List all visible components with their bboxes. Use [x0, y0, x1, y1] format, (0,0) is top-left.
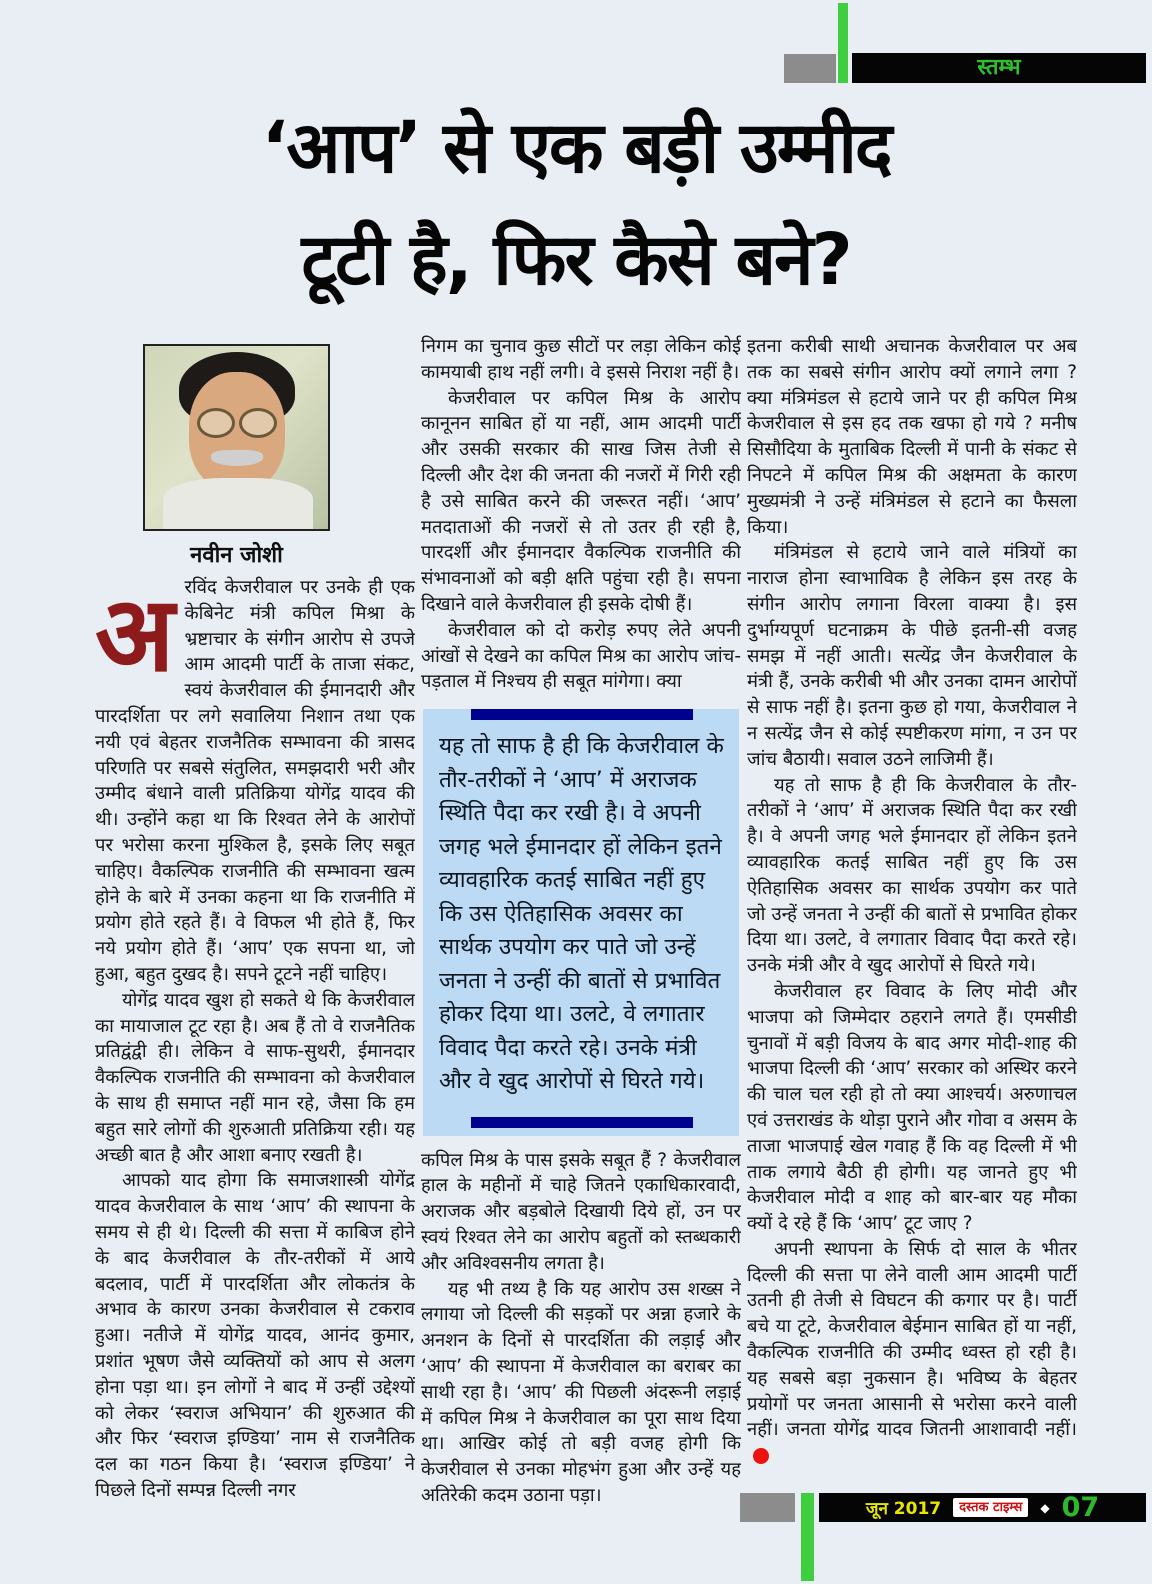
article-paragraph: यह तो साफ है ही कि केजरीवाल के तौर-तरीकों ने ‘आप’ में अराजक स्थिति पैदा कर रखी है। वे अपनी जगह भले ईमानदार हों लेकिन इतने व्यावहारिक कतई साबित नहीं हुए कि उस ऐतिहासिक अवसर का सार्थक उपयोग कर पाते जो उन्हें जनता ने उन्हीं की बातों से प्रभावित होकर दिया था। उलटे, वे लगातार विवाद पैदा करते रहे। उनके मंत्री और वे खुद आरोपों से घिरते गये। — [747, 774, 1077, 977]
author-name: नवीन जोशी — [190, 543, 283, 568]
pull-quote-text: यह तो साफ है ही कि केजरीवाल के तौर-तरीकों ने ‘आप’ में अराजक स्थिति पैदा कर रखी है। वे अपनी जगह भले ईमानदार हों लेकिन इतने व्यावहारिक कतई साबित नहीं हुए कि उस ऐतिहासिक अवसर का सार्थक उपयोग कर पाते जो उन्हें जनता ने उन्हीं की बातों से प्रभावित होकर दिया था। उलटे, वे लगातार विवाद पैदा करते रहे। उनके मंत्री और वे खुद आरोपों से घिरते गये। — [439, 733, 724, 1095]
issue-month: जून 2017 — [865, 1499, 942, 1519]
column-2 — [421, 334, 741, 1534]
paragraph-text: रविंद केजरीवाल पर उनके ही एक केबिनेट मंत्री कपिल मिश्रा के भ्रष्टाचार के संगीन आरोप से उपजे आम आदमी पार्टी के ताजा संकट, स्वयं केजरीवाल की ईमानदारी और पारदर्शिता पर लगे सवालिया निशान तथा एक नयी एवं बेहतर राजनैतिक सम्भावना की त्रासद परिणति पर सबसे संतुलित, समझदारी भरी और उम्मीद बंधाने वाली प्रतिक्रिया योगेंद्र यादव की थी। उन्होंने कहा था कि रिश्वत लेने के आरोपों पर भरोसा करना मुश्किल है, इसके लिए सबूत चाहिए। वैकल्पिक राजनीति की सम्भावना खत्म होने के बारे में उनका कहना था कि राजनीति में प्रयोग होते रहते हैं। वे विफल भी होते हैं, फिर नये प्रयोग होते हैं। ‘आप’ एक सपना था, जो हुआ, बहुत दुखद है। सपने टूटने नहीं चाहिए। — [95, 577, 415, 985]
article-body — [95, 334, 1077, 1534]
glasses-lens-right — [239, 408, 277, 438]
portrait-shirt — [163, 478, 313, 530]
gray-decor-box-footer — [740, 1493, 795, 1522]
column-1 — [95, 334, 415, 1534]
paragraph-text: अपनी स्थापना के सिर्फ दो साल के भीतर दिल्ली की सत्ता पा लेने वाली आम आदमी पार्टी उतनी ही तेजी से विघटन की कगार पर है। पार्टी बचे या टूटे, केजरीवाल बेईमान साबित हों या नहीं, वैकल्पिक राजनीति की उम्मीद ध्वस्त हो रही है। यह सबसे बड़ा नुकसान है। भविष्य के बेहतर प्रयोगों पर जनता आसानी से भरोसा करने वाली नहीं। जनता योगेंद्र यादव जितनी आशावादी नहीं। — [747, 1238, 1077, 1441]
green-accent-stripe-footer — [801, 1493, 814, 1581]
article-paragraph — [747, 1237, 1077, 1469]
section-label: स्तम्भ — [977, 55, 1021, 80]
quote-top-bar — [471, 709, 693, 720]
article-paragraph: केजरीवाल को दो करोड़ रुपए लेते अपनी आंखों से देखने का कपिल मिश्र का आरोप जांच-पड़ताल में निश्चय ही सबूत मांगेगा। क्या — [421, 619, 741, 693]
article-paragraph: केजरीवाल हर विवाद के लिए मोदी और भाजपा को जिम्मेदार ठहराने लगते हैं। एमसीडी चुनावों में बड़ी विजय के बाद अगर मोदी-शाह की भाजपा दिल्ली की ‘आप’ सरकार को अस्थिर करने की चाल चल रही हो तो क्या आश्चर्य। अरुणाचल एवं उत्तराखंड के थोड़ा पुराने और गोवा व असम के ताजा भाजपाई खेल गवाह हैं कि वह दिल्ली में भी ताक लगाये बैठी ही होगी। यह जानते हुए भी केजरीवाल मोदी व शाह को बार-बार यह मौका क्यों दे रहे हैं कि ‘आप’ टूट जाए ? — [747, 980, 1077, 1235]
section-header — [784, 53, 1146, 83]
article-paragraph: इतना करीबी साथी अचानक केजरीवाल पर अब तक का सबसे संगीन आरोप क्यों लगाने लगा ? क्या मंत्रिमंडल से हटाये जाने पर ही कपिल मिश्र केजरीवाल से इस हद तक खफा हो गये ? मनीष सिसौदिया के मुताबिक दिल्ली में पानी के संकट से निपटने में कपिल मिश्र की अक्षमता के कारण मुख्यमंत्री ने उन्हें मंत्रिमंडल से हटाने का फैसला किया। — [747, 336, 1077, 538]
article-paragraph: निगम का चुनाव कुछ सीटों पर लड़ा लेकिन कोई कामयाबी हाथ नहीं लगी। वे इससे निराश नहीं है। — [421, 336, 741, 383]
author-figure — [143, 344, 330, 569]
article-paragraph: योगेंद्र यादव खुश हो सकते थे कि केजरीवाल का मायाजाल टूट रहा है। अब हैं तो वे राजनैतिक प्रतिद्वंद्वी ही। लेकिन वे साफ-सुथरी, ईमानदार वैकल्पिक राजनीति की सम्भावना को केजरीवाल के साथ ही समाप्त नहीं मान रहे, जैसा कि हम बहुत सारे लोगों की शुरुआती प्रतिक्रिया रही। यह अच्छी बात है और आशा बनाए रखती है। — [95, 989, 415, 1166]
green-accent-stripe — [838, 3, 848, 83]
section-label-bar — [852, 53, 1146, 83]
drop-cap: अ — [95, 573, 175, 695]
author-photo — [143, 344, 330, 531]
article-paragraph: केजरीवाल पर कपिल मिश्र के आरोप कानूनन साबित हों या नहीं, आम आदमी पार्टी और उसकी सरकार की साख जिस तेजी से दिल्ली और देश की जनता की नजरों में गिरी रही है उसे साबित करने की जरूरत नहीं। ‘आप’ मतदाताओं की नजरों से तो उतर ही रही है, पारदर्शी और ईमानदार वैकल्पिक राजनीति की संभावनाओं को बड़ी क्षति पहुंचा रही है। सपना दिखाने वाले केजरीवाल ही इसके दोषी हैं। — [421, 387, 741, 615]
article-paragraph: कपिल मिश्र के पास इसके सबूत हैं ? केजरीवाल हाल के महीनों में चाहे जितने एकाधिकारवादी, अराजक और बड़बोले दिखायी दिये हों, उन पर स्वयं रिश्वत लेने का आरोप बहुतों को स्तब्धकारी और अविश्वसनीय लगता है। — [421, 1149, 741, 1274]
portrait-glasses — [197, 408, 277, 434]
magazine-logo: दस्तक टाइम्स — [953, 1498, 1028, 1517]
gray-decor-box — [784, 54, 836, 83]
glasses-lens-left — [197, 408, 235, 438]
headline-line-1: ‘आप’ से एक बड़ी उम्मीद — [261, 106, 891, 189]
article-paragraph: यह भी तथ्य है कि यह आरोप उस शख्स ने लगाया जो दिल्ली की सड़कों पर अन्ना हजारे के अनशन के दिनों से पारदर्शिता की लड़ाई और ‘आप’ की स्थापना में केजरीवाल का बराबर का साथी रहा है। ‘आप’ की पिछली अंदरूनी लड़ाई में कपिल मिश्र ने केजरीवाल का पूरा साथ दिया था। आखिर कोई तो बड़ी वजह होगी कि केजरीवाल से उनका मोहभंग हुआ और उन्हें यह अतिरेकी कदम उठाना पड़ा। — [421, 1278, 741, 1507]
article-headline — [0, 92, 1152, 316]
end-mark-dot — [753, 1448, 769, 1464]
pull-quote-box — [423, 709, 739, 1136]
article-paragraph — [95, 575, 415, 988]
article-paragraph: आपको याद होगा कि समाजशास्त्री योगेंद्र यादव केजरीवाल के साथ ‘आप’ की स्थापना के समय से ही थे। दिल्ली की सत्ता में काबिज होने के बाद केजरीवाल के तौर-तरीकों में आये बदलाव, पार्टी में पारदर्शिता और लोकतंत्र के अभाव के कारण उनका केजरीवाल से टकराव हुआ। नतीजे में योगेंद्र यादव, आनंद कुमार, प्रशांत भूषण जैसे व्यक्तियों को आप से अलग होना पड़ा था। इन लोगों ने बाद में उन्हीं उद्देश्यों को लेकर ‘स्वराज अभियान’ की शुरुआत की और फिर ‘स्वराज इण्डिया’ नाम से राजनैतिक दल का गठन किया है। ‘स्वराज इण्डिया’ ने पिछले दिनों सम्पन्न दिल्ली नगर — [95, 1170, 415, 1501]
portrait-mustache — [211, 450, 263, 466]
diamond-separator-icon: ◆ — [1040, 1500, 1050, 1515]
headline-line-2: टूटी है, फिर कैसे बने? — [301, 218, 851, 301]
page-number: 07 — [1061, 1492, 1100, 1523]
quote-bottom-bar — [471, 1117, 693, 1128]
column-3 — [747, 334, 1077, 1534]
article-paragraph: मंत्रिमंडल से हटाये जाने वाले मंत्रियों का नाराज होना स्वाभाविक है लेकिन इस तरह के संगीन आरोप लगाना विरला वाक्या है। इस दुर्भाग्यपूर्ण घटनाक्रम के पीछे इतनी-सी वजह समझ में नहीं आती। सत्येंद्र जैन केजरीवाल के मंत्री हैं, उनके करीबी भी और उनका दामन आरोपों से साफ नहीं है। इतना कुछ हो गया, केजरीवाल ने न सत्येंद्र जैन से कोई स्पष्टीकरण मांगा, न उन पर जांच बैठायी। सवाल उठने लाजिमी हैं। — [747, 542, 1077, 770]
footer-bar — [819, 1493, 1146, 1522]
